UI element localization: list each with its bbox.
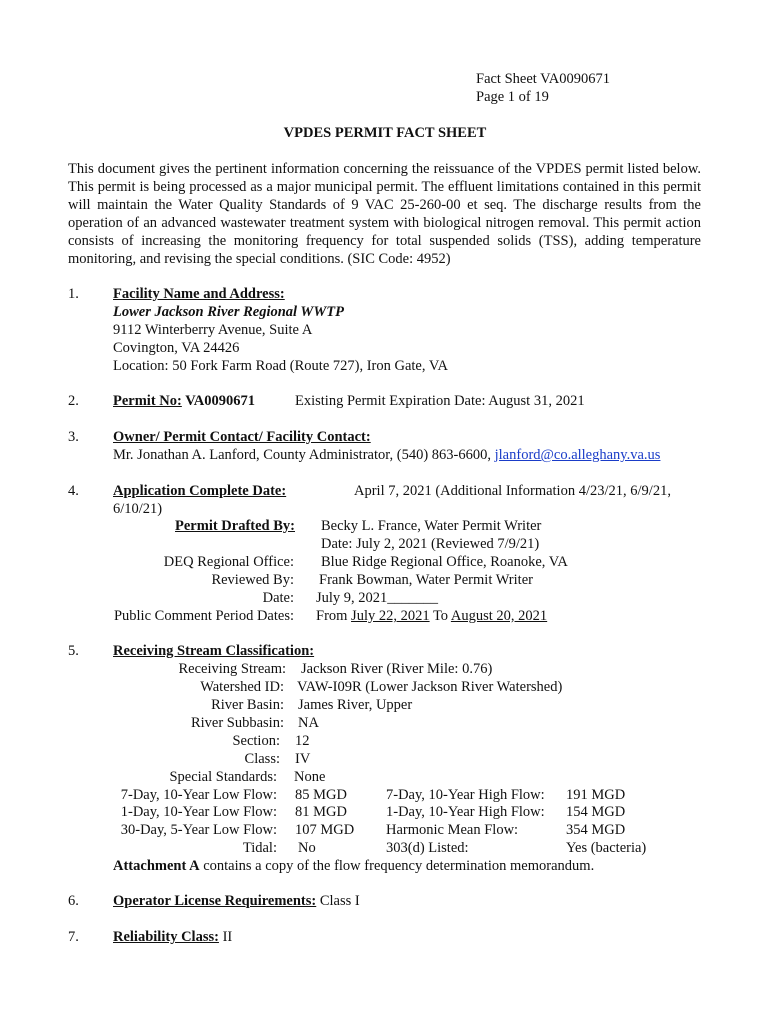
reliability-class-line xyxy=(113,928,232,946)
section-2-number: 2. xyxy=(68,393,79,409)
section-3-heading: Owner/ Permit Contact/ Facility Contact: xyxy=(113,429,371,445)
flow-label: 1-Day, 10-Year High Flow: xyxy=(386,804,545,820)
attachment-note xyxy=(113,857,594,875)
flow-label: 1-Day, 10-Year Low Flow: xyxy=(120,804,277,820)
operator-license-line xyxy=(113,892,360,910)
deq-office-value: Blue Ridge Regional Office, Roanoke, VA xyxy=(321,554,568,570)
owner-contact: Mr. Jonathan A. Lanford, County Administrator, (540) 863-6600, xyxy=(113,447,495,463)
intro-paragraph: This document gives the pertinent information concerning the reissuance of the VPDES permit listed below. This permit is being processed as a major municipal permit. The effluent limitations contained in this permit will maintain the Water Quality Standards of 9 VAC 25-260-00 et seq. The discharge results from the operation of an advanced wastewater treatment system with biological nitrogen removal. This permit action consists of increasing the monitoring frequency for total suspended solids (TSS), adding temperature monitoring, and revising the special conditions. (SIC Code: 4952) xyxy=(68,161,701,267)
stream-row-value: James River, Upper xyxy=(298,697,413,713)
stream-row-label: Special Standards: xyxy=(169,769,277,785)
facility-address-line2: Covington, VA 24426 xyxy=(113,340,240,356)
comment-end-date: August 20, 2021 xyxy=(450,608,548,624)
page-number: Page 1 of 19 xyxy=(476,89,549,105)
flow-value: No xyxy=(298,840,316,856)
section-5-number: 5. xyxy=(68,643,79,659)
section-4-number: 4. xyxy=(68,483,79,499)
stream-row-value: 12 xyxy=(295,733,310,749)
flow-label: Tidal: xyxy=(242,840,277,856)
stream-row-label: Watershed ID: xyxy=(200,679,284,695)
facility-address-line1: 9112 Winterberry Avenue, Suite A xyxy=(113,322,313,338)
stream-row-value: Jackson River (River Mile: 0.76) xyxy=(301,661,493,677)
application-complete-date-cont: 6/10/21) xyxy=(113,501,163,517)
section-3-number: 3. xyxy=(68,429,79,445)
permit-drafted-date: Date: July 2, 2021 (Reviewed 7/9/21) xyxy=(321,536,540,552)
reviewed-by-label: Reviewed By: xyxy=(211,572,294,588)
fact-sheet-number: Fact Sheet VA0090671 xyxy=(476,71,610,87)
permit-number-label: Permit No: xyxy=(113,393,182,409)
comment-to-label: To xyxy=(429,608,451,624)
comment-start-date: July 22, 2021 xyxy=(351,608,430,624)
stream-row-value: NA xyxy=(298,715,319,731)
section-7-heading: Reliability Class: xyxy=(113,929,219,945)
comment-period-label: Public Comment Period Dates: xyxy=(113,608,294,624)
section-7-number: 7. xyxy=(68,929,79,945)
deq-office-label: DEQ Regional Office: xyxy=(163,554,294,570)
reliability-class-value: II xyxy=(218,929,233,945)
stream-row-value: None xyxy=(294,769,326,785)
flow-label: 7-Day, 10-Year High Flow: xyxy=(386,787,545,803)
stream-row-value: IV xyxy=(295,751,311,767)
owner-contact-line xyxy=(113,446,660,464)
flow-value: 81 MGD xyxy=(295,804,347,820)
stream-row-label: Section: xyxy=(232,733,280,749)
section-6-number: 6. xyxy=(68,893,79,909)
permit-number-line xyxy=(113,392,255,410)
review-date-value: July 9, 2021_______ xyxy=(316,590,439,606)
page-title: VPDES PERMIT FACT SHEET xyxy=(283,125,487,141)
review-date-label: Date: xyxy=(262,590,294,606)
operator-license-value: Class I xyxy=(316,893,360,909)
facility-location: Location: 50 Fork Farm Road (Route 727), Iron Gate, VA xyxy=(113,358,448,374)
attachment-label: Attachment A xyxy=(113,858,200,874)
stream-row-label: River Basin: xyxy=(211,697,284,713)
flow-value: Yes (bacteria) xyxy=(566,840,647,856)
permit-drafted-value: Becky L. France, Water Permit Writer xyxy=(321,518,542,534)
flow-label: 30-Day, 5-Year Low Flow: xyxy=(120,822,277,838)
flow-label: 7-Day, 10-Year Low Flow: xyxy=(120,787,277,803)
flow-value: 354 MGD xyxy=(566,822,626,838)
comment-period-value xyxy=(316,607,547,625)
flow-value: 191 MGD xyxy=(566,787,626,803)
section-1-number: 1. xyxy=(68,286,79,302)
stream-row-value: VAW-I09R (Lower Jackson River Watershed) xyxy=(297,679,563,695)
stream-row-label: Class: xyxy=(244,751,280,767)
owner-email-link[interactable]: jlanford@co.alleghany.va.us xyxy=(494,447,661,463)
flow-label: Harmonic Mean Flow: xyxy=(386,822,519,838)
comment-from-label: From xyxy=(316,608,352,624)
stream-row-label: River Subbasin: xyxy=(190,715,284,731)
permit-expiration: Existing Permit Expiration Date: August 31, 2021 xyxy=(295,393,585,409)
flow-label: 303(d) Listed: xyxy=(386,840,469,856)
reviewed-by-value: Frank Bowman, Water Permit Writer xyxy=(319,572,533,588)
section-4-heading: Application Complete Date: xyxy=(113,483,287,499)
permit-number-value: VA0090671 xyxy=(181,393,256,409)
flow-value: 85 MGD xyxy=(295,787,347,803)
flow-value: 154 MGD xyxy=(566,804,626,820)
permit-drafted-label: Permit Drafted By: xyxy=(175,518,295,534)
facility-name: Lower Jackson River Regional WWTP xyxy=(113,304,344,320)
flow-value: 107 MGD xyxy=(295,822,355,838)
section-5-heading: Receiving Stream Classification: xyxy=(113,643,315,659)
section-6-heading: Operator License Requirements: xyxy=(113,893,317,909)
attachment-text: contains a copy of the flow frequency determination memorandum. xyxy=(199,858,595,874)
section-1-heading: Facility Name and Address: xyxy=(113,286,285,302)
application-complete-date: April 7, 2021 (Additional Information 4/23/21, 6/9/21, xyxy=(354,483,671,499)
stream-row-label: Receiving Stream: xyxy=(178,661,286,677)
